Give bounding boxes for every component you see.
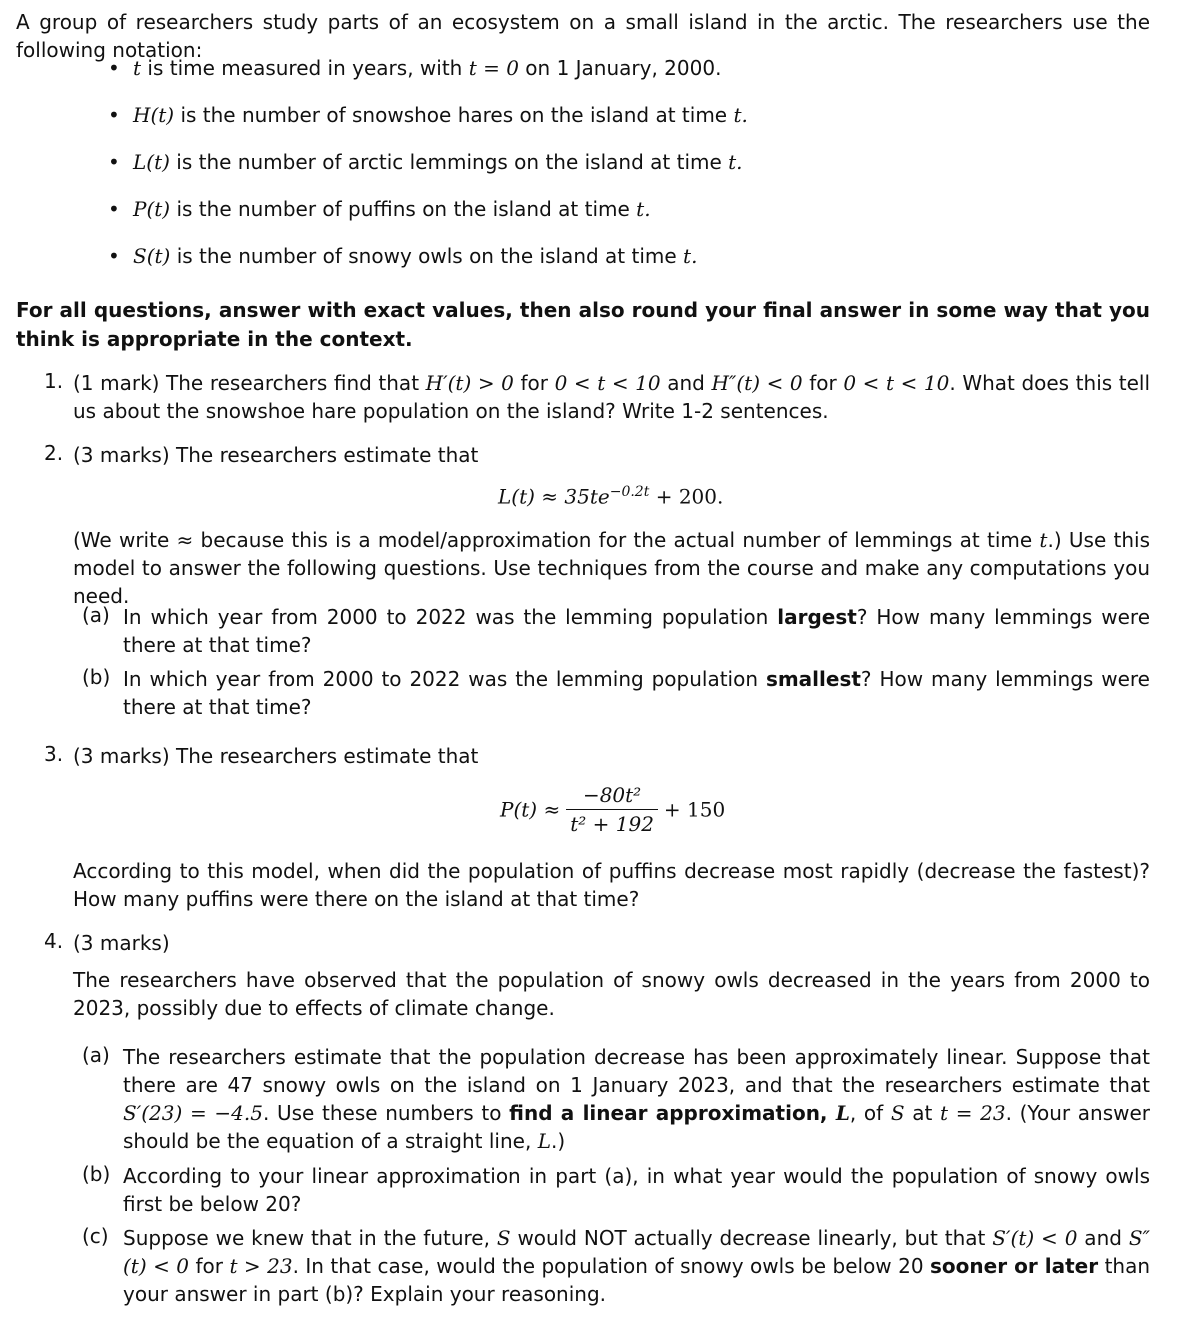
subquestion-label: (b) — [82, 1162, 111, 1186]
question-3-lead: (3 marks) The researchers estimate that — [73, 744, 479, 768]
question-4-body: The researchers have observed that the population of snowy owls decreased in the years from 2000 to 2023, possibly due to effects of climate change. — [73, 968, 1150, 1020]
question-2 — [44, 441, 1150, 469]
notation-item-p: • P(t) is the number of puffins on the island at time t. — [108, 197, 651, 221]
notation-list — [106, 54, 1146, 289]
question-4a: (a) The researchers estimate that the population decrease has been approximately linear. Suppose that there are 47 snowy owls on the island on 1 January 2023, and that the researchers estimate that S′(23) = −4.5. Use these numbers to find a linear approximation, L, of S at t = 23. (Your answer should be the equation of a straight line, L.) — [82, 1043, 1151, 1153]
question-2-lead: (3 marks) The researchers estimate that — [73, 443, 479, 467]
intro-paragraph: A group of researchers study parts of an ecosystem on a small island in the arctic. The researchers use the following notation: — [16, 10, 1150, 62]
notation-item-s: • S(t) is the number of snowy owls on the island at time t. — [108, 244, 698, 268]
question-4c: (c) Suppose we knew that in the future, S would NOT actually decrease linearly, but that S′(t) < 0 and S″(t) < 0 for t > 23. In that case, would the population of snowy owls be below 20 sooner or later than your answer in part (b)? Explain your reasoning. — [82, 1224, 1151, 1306]
puffin-fraction: $\frac{\text{−80t²}}{\text{t² + 192}}$ — [566, 783, 658, 836]
question-3 — [44, 742, 1150, 770]
notation-item-l: • L(t) is the number of arctic lemmings on the island at time t. — [108, 150, 743, 174]
bullet-icon: • — [108, 103, 120, 127]
question-number: 2. — [44, 441, 64, 465]
question-1-text: (1 mark) The researchers find that H′(t) > 0 for 0 < t < 10 and H″(t) < 0 for 0 < t < 10. What does this tell us about the snowshoe hare population on the island? Write 1-2 sentences. — [73, 371, 1151, 423]
question-4-lead: (3 marks) — [73, 931, 170, 955]
lemming-model-equation: $L(t) \approx 35te^{-0.2t} + 200$. — [498, 484, 724, 509]
question-4 — [44, 929, 1150, 957]
question-1 — [44, 369, 1150, 425]
subquestion-label: (a) — [82, 1043, 110, 1067]
subquestion-label: (c) — [82, 1224, 109, 1248]
question-2a: (a) In which year from 2000 to 2022 was the lemming population largest? How many lemmings were there at that time? — [82, 603, 1150, 657]
question-number: 3. — [44, 742, 64, 766]
subquestion-label: (b) — [82, 665, 111, 689]
puffin-model-equation: P(t) ≈ $\frac{\text{−80t²}}{\text{t² + 192}}$ + 150 — [500, 783, 726, 836]
bullet-icon: • — [108, 197, 120, 221]
instructions-paragraph: For all questions, answer with exact values, then also round your final answer in some way that you think is appropriate in the context. — [16, 298, 1150, 351]
notation-item-t: • t is time measured in years, with t = 0 on 1 January, 2000. — [108, 56, 722, 80]
bullet-icon: • — [108, 56, 120, 80]
question-2b: (b) In which year from 2000 to 2022 was the lemming population smallest? How many lemmings were there at that time? — [82, 665, 1150, 719]
question-2-note: (We write ≈ because this is a model/approximation for the actual number of lemmings at time t.) Use this model to answer the following questions. Use techniques from the course and make any computations you need. — [73, 528, 1150, 608]
bullet-icon: • — [108, 150, 120, 174]
question-3-body: According to this model, when did the population of puffins decrease most rapidly (decrease the fastest)? How many puffins were there on the island at that time? — [73, 859, 1150, 911]
subquestion-label: (a) — [82, 603, 110, 627]
question-4b: (b) According to your linear approximation in part (a), in what year would the population of snowy owls first be below 20? — [82, 1162, 1150, 1216]
question-number: 1. — [44, 369, 64, 393]
question-number: 4. — [44, 929, 64, 953]
bullet-icon: • — [108, 244, 120, 268]
notation-item-h: • H(t) is the number of snowshoe hares on the island at time t. — [108, 103, 748, 127]
